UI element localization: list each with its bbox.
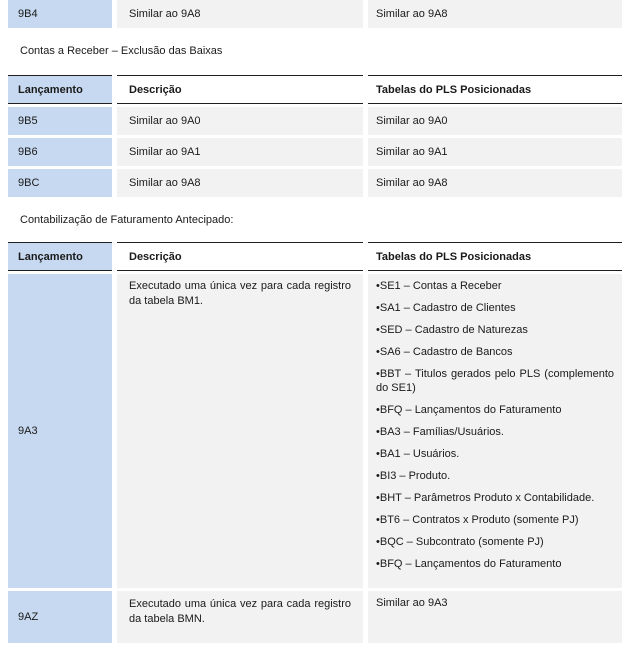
cell-tabelas: Similar ao 9A8	[368, 169, 622, 197]
cell-lancamento: 9AZ	[8, 591, 112, 643]
description-paragraph: Executado uma única vez para cada registro da tabela BMN.	[129, 598, 351, 625]
header-lancamento: Lançamento	[8, 242, 112, 271]
contas-a-receber-table	[3, 72, 627, 200]
description-paragraph: Executado uma única vez para cada registro da tabela BM1.	[129, 280, 351, 307]
cell-tabelas: Similar ao 9A0	[368, 107, 622, 135]
table-row-9az	[8, 591, 622, 643]
cell-lancamento: 9B4	[8, 0, 112, 28]
pls-table-item: •BHT – Parâmetros Produto x Contabilidade.	[376, 492, 595, 504]
pls-table-item: •BBT – Titulos gerados pelo PLS (complemento do SE1)	[376, 368, 614, 394]
cell-descricao	[117, 591, 363, 643]
table-row	[8, 0, 622, 28]
cell-lancamento: 9B5	[8, 107, 112, 135]
header-lancamento: Lançamento	[8, 75, 112, 104]
pls-table-item: •SA1 – Cadastro de Clientes	[376, 302, 516, 314]
pls-table-item: •SA6 – Cadastro de Bancos	[376, 346, 513, 358]
pls-table-item: •BFQ – Lançamentos do Faturamento	[376, 558, 562, 570]
cell-descricao	[117, 274, 363, 588]
cell-tabelas: Similar ao 9A3	[368, 591, 622, 643]
section-heading-faturamento-antecipado: Contabilização de Faturamento Antecipado:	[20, 214, 234, 226]
pls-table-item: •SED – Cadastro de Naturezas	[376, 324, 528, 336]
pls-table-item: •BI3 – Produto.	[376, 470, 451, 482]
table-row	[8, 107, 622, 135]
pls-table-item: •BFQ – Lançamentos do Faturamento	[376, 404, 562, 416]
cell-tabelas: Similar ao 9A1	[368, 138, 622, 166]
pls-table-item: •BA3 – Famílias/Usuários.	[376, 426, 504, 438]
table-row	[8, 169, 622, 197]
table-header-row	[8, 242, 622, 271]
cell-descricao: Similar ao 9A1	[117, 138, 363, 166]
pls-table-item: •SE1 – Contas a Receber	[376, 280, 502, 292]
cell-descricao: Similar ao 9A8	[117, 169, 363, 197]
table-row-9a3	[8, 274, 622, 588]
pls-table-item: •BT6 – Contratos x Produto (somente PJ)	[376, 514, 579, 526]
cell-tabelas: Similar ao 9A8	[368, 0, 622, 28]
pls-table-item: •BQC – Subcontrato (somente PJ)	[376, 536, 544, 548]
faturamento-antecipado-table	[3, 239, 627, 646]
header-tabelas: Tabelas do PLS Posicionadas	[368, 75, 622, 104]
cell-lancamento: 9B6	[8, 138, 112, 166]
section-heading-contas-a-receber: Contas a Receber – Exclusão das Baixas	[20, 45, 223, 57]
header-descricao: Descrição	[117, 242, 363, 271]
cell-lancamento: 9BC	[8, 169, 112, 197]
header-descricao: Descrição	[117, 75, 363, 104]
header-tabelas: Tabelas do PLS Posicionadas	[368, 242, 622, 271]
table-header-row	[8, 75, 622, 104]
cell-descricao: Similar ao 9A0	[117, 107, 363, 135]
cell-lancamento: 9A3	[8, 274, 112, 588]
cell-tabelas	[368, 274, 622, 588]
previous-table-fragment	[3, 0, 627, 31]
cell-descricao: Similar ao 9A8	[117, 0, 363, 28]
table-row	[8, 138, 622, 166]
pls-table-item: •BA1 – Usuários.	[376, 448, 460, 460]
